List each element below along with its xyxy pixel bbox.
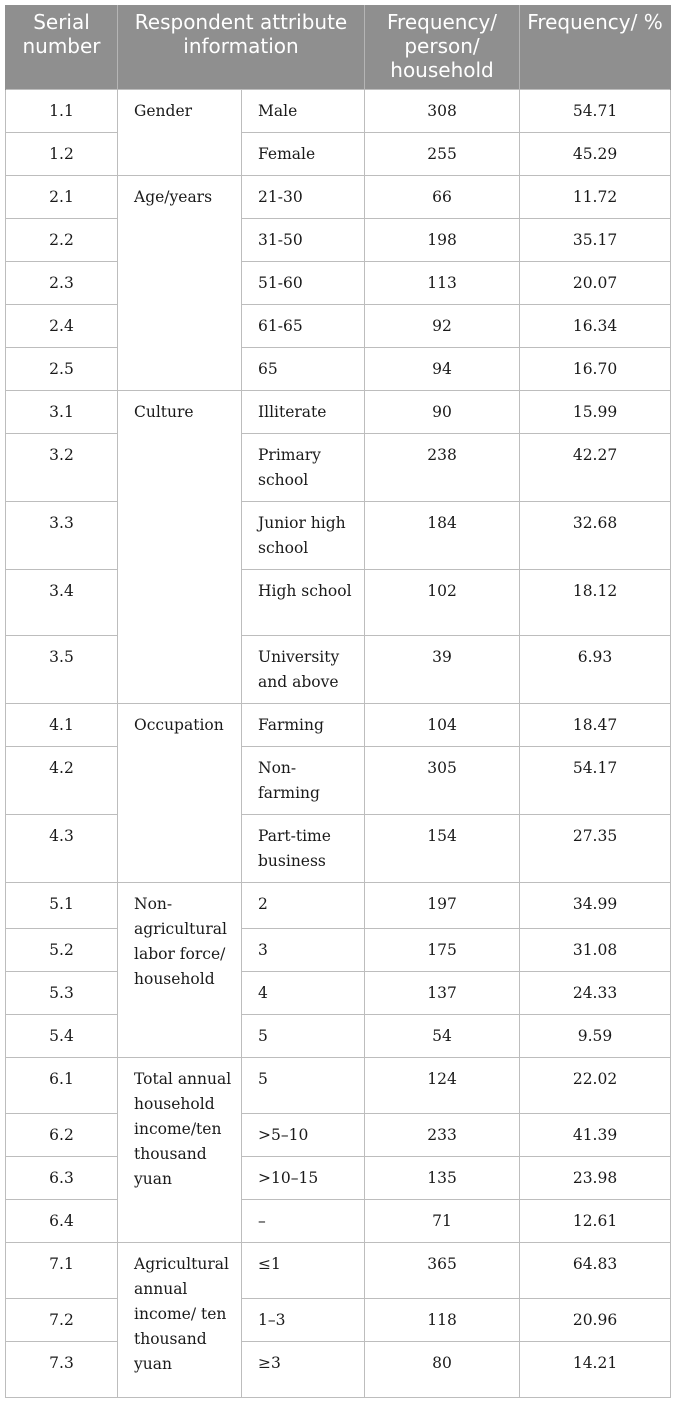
serial-cell: 6.2: [6, 1114, 118, 1157]
frequency-percent-cell: 16.70: [520, 348, 671, 391]
item-cell: >5–10: [242, 1114, 365, 1157]
serial-cell: 4.3: [6, 815, 118, 883]
frequency-count-cell: 124: [365, 1058, 520, 1114]
frequency-count-cell: 197: [365, 883, 520, 929]
frequency-count-cell: 255: [365, 133, 520, 176]
serial-cell: 2.3: [6, 262, 118, 305]
frequency-percent-cell: 45.29: [520, 133, 671, 176]
frequency-count-cell: 118: [365, 1299, 520, 1342]
serial-cell: 5.3: [6, 972, 118, 1015]
item-cell: 1–3: [242, 1299, 365, 1342]
item-cell: 5: [242, 1058, 365, 1114]
table-row: [6, 929, 671, 972]
frequency-percent-cell: 64.83: [520, 1243, 671, 1299]
table-row: [6, 636, 671, 704]
frequency-percent-cell: 24.33: [520, 972, 671, 1015]
frequency-percent-cell: 18.47: [520, 704, 671, 747]
frequency-percent-cell: 32.68: [520, 502, 671, 570]
frequency-percent-cell: 12.61: [520, 1200, 671, 1243]
item-cell: Illiterate: [242, 391, 365, 434]
frequency-count-cell: 184: [365, 502, 520, 570]
item-cell: 21-30: [242, 176, 365, 219]
item-cell: Primary school: [242, 434, 365, 502]
item-cell: –: [242, 1200, 365, 1243]
item-cell: Junior high school: [242, 502, 365, 570]
frequency-count-cell: 113: [365, 262, 520, 305]
header-serial-number: Serial number: [6, 5, 118, 90]
serial-cell: 6.3: [6, 1157, 118, 1200]
serial-cell: 3.5: [6, 636, 118, 704]
table-row: [6, 1015, 671, 1058]
category-cell: Gender: [118, 90, 242, 176]
item-cell: 65: [242, 348, 365, 391]
serial-cell: 3.3: [6, 502, 118, 570]
table-body: [6, 90, 671, 1398]
table-row: [6, 972, 671, 1015]
header-respondent-attribute: Respondent attribute information: [118, 5, 365, 90]
serial-cell: 1.2: [6, 133, 118, 176]
frequency-count-cell: 102: [365, 570, 520, 636]
item-cell: Part-time business: [242, 815, 365, 883]
frequency-percent-cell: 20.96: [520, 1299, 671, 1342]
frequency-percent-cell: 23.98: [520, 1157, 671, 1200]
header-frequency-count: Frequency/ person/ household: [365, 5, 520, 90]
table-row: [6, 1299, 671, 1342]
frequency-percent-cell: 22.02: [520, 1058, 671, 1114]
frequency-count-cell: 39: [365, 636, 520, 704]
table-row: [6, 391, 671, 434]
frequency-percent-cell: 9.59: [520, 1015, 671, 1058]
serial-cell: 4.2: [6, 747, 118, 815]
category-cell: Age/years: [118, 176, 242, 391]
serial-cell: 7.1: [6, 1243, 118, 1299]
frequency-percent-cell: 27.35: [520, 815, 671, 883]
item-cell: 51-60: [242, 262, 365, 305]
item-cell: Male: [242, 90, 365, 133]
category-cell: Culture: [118, 391, 242, 704]
item-cell: Farming: [242, 704, 365, 747]
frequency-percent-cell: 31.08: [520, 929, 671, 972]
frequency-percent-cell: 15.99: [520, 391, 671, 434]
table-row: [6, 133, 671, 176]
table-row: [6, 262, 671, 305]
frequency-count-cell: 365: [365, 1243, 520, 1299]
frequency-percent-cell: 34.99: [520, 883, 671, 929]
frequency-percent-cell: 41.39: [520, 1114, 671, 1157]
table-row: [6, 305, 671, 348]
serial-cell: 2.5: [6, 348, 118, 391]
item-cell: High school: [242, 570, 365, 636]
serial-cell: 4.1: [6, 704, 118, 747]
frequency-count-cell: 135: [365, 1157, 520, 1200]
table-row: [6, 1342, 671, 1398]
table-row: [6, 704, 671, 747]
table-row: [6, 176, 671, 219]
item-cell: University and above: [242, 636, 365, 704]
serial-cell: 3.2: [6, 434, 118, 502]
serial-cell: 3.1: [6, 391, 118, 434]
frequency-percent-cell: 18.12: [520, 570, 671, 636]
item-cell: 31-50: [242, 219, 365, 262]
table-row: [6, 1200, 671, 1243]
table-row: [6, 883, 671, 929]
table-row: [6, 815, 671, 883]
item-cell: ≤1: [242, 1243, 365, 1299]
frequency-count-cell: 90: [365, 391, 520, 434]
frequency-count-cell: 154: [365, 815, 520, 883]
serial-cell: 6.4: [6, 1200, 118, 1243]
frequency-count-cell: 175: [365, 929, 520, 972]
frequency-percent-cell: 54.71: [520, 90, 671, 133]
frequency-count-cell: 305: [365, 747, 520, 815]
table-row: [6, 570, 671, 636]
table-row: [6, 348, 671, 391]
frequency-count-cell: 104: [365, 704, 520, 747]
item-cell: 61-65: [242, 305, 365, 348]
table-row: [6, 1114, 671, 1157]
frequency-count-cell: 198: [365, 219, 520, 262]
category-cell: Non-agricultural labor force/ household: [118, 883, 242, 1058]
serial-cell: 5.1: [6, 883, 118, 929]
serial-cell: 6.1: [6, 1058, 118, 1114]
header-row: [6, 5, 671, 90]
header-frequency-percent: Frequency/ %: [520, 5, 671, 90]
serial-cell: 2.2: [6, 219, 118, 262]
category-cell: Occupation: [118, 704, 242, 883]
serial-cell: 2.1: [6, 176, 118, 219]
respondent-attributes-table: [5, 5, 671, 1398]
item-cell: Female: [242, 133, 365, 176]
category-cell: Total annual household income/ten thousand yuan: [118, 1058, 242, 1243]
serial-cell: 5.2: [6, 929, 118, 972]
frequency-count-cell: 71: [365, 1200, 520, 1243]
serial-cell: 3.4: [6, 570, 118, 636]
item-cell: 4: [242, 972, 365, 1015]
frequency-count-cell: 94: [365, 348, 520, 391]
item-cell: 3: [242, 929, 365, 972]
table-row: [6, 1243, 671, 1299]
frequency-percent-cell: 14.21: [520, 1342, 671, 1398]
category-cell: Agricultural annual income/ ten thousand yuan: [118, 1243, 242, 1398]
serial-cell: 2.4: [6, 305, 118, 348]
frequency-percent-cell: 16.34: [520, 305, 671, 348]
table-row: [6, 502, 671, 570]
table-row: [6, 219, 671, 262]
item-cell: >10–15: [242, 1157, 365, 1200]
frequency-percent-cell: 54.17: [520, 747, 671, 815]
table-row: [6, 747, 671, 815]
item-cell: 2: [242, 883, 365, 929]
frequency-count-cell: 238: [365, 434, 520, 502]
frequency-count-cell: 66: [365, 176, 520, 219]
table-row: [6, 434, 671, 502]
frequency-percent-cell: 35.17: [520, 219, 671, 262]
frequency-count-cell: 80: [365, 1342, 520, 1398]
serial-cell: 7.2: [6, 1299, 118, 1342]
table-row: [6, 1058, 671, 1114]
frequency-percent-cell: 11.72: [520, 176, 671, 219]
frequency-count-cell: 92: [365, 305, 520, 348]
table-row: [6, 1157, 671, 1200]
serial-cell: 1.1: [6, 90, 118, 133]
frequency-percent-cell: 6.93: [520, 636, 671, 704]
frequency-count-cell: 308: [365, 90, 520, 133]
table-row: [6, 90, 671, 133]
frequency-percent-cell: 42.27: [520, 434, 671, 502]
item-cell: 5: [242, 1015, 365, 1058]
frequency-percent-cell: 20.07: [520, 262, 671, 305]
frequency-count-cell: 137: [365, 972, 520, 1015]
item-cell: ≥3: [242, 1342, 365, 1398]
frequency-count-cell: 54: [365, 1015, 520, 1058]
item-cell: Non-farming: [242, 747, 365, 815]
serial-cell: 5.4: [6, 1015, 118, 1058]
serial-cell: 7.3: [6, 1342, 118, 1398]
frequency-count-cell: 233: [365, 1114, 520, 1157]
